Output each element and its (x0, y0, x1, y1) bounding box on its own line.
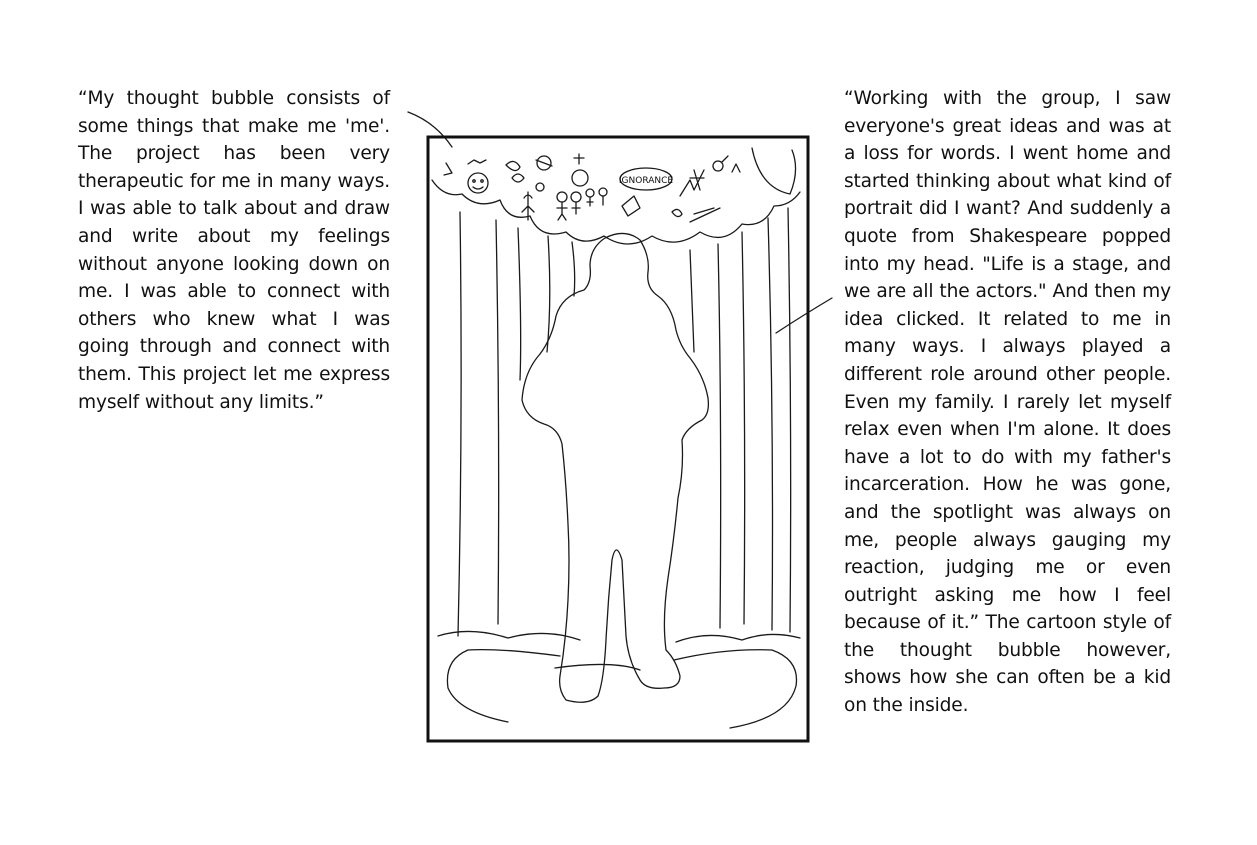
right-quote: “Working with the group, I saw everyone's great ideas and was at a loss for words. I went home and started thinking about what kind of portrait did I want? And suddenly a quote from Shakespeare popped into my head. "Life is a stage, and we are all the actors." And then my idea clicked. It related to me in many ways. I always played a different role around other people. Even my family. I rarely let myself relax even when I'm alone. It does have a lot to do with my father's incarceration. How he was gone, and the spotlight was always on me, people always gauging my reaction, judging me or even outright asking me how I feel because of it.” The cartoon style of the thought bubble however, shows how she can often be a kid on the inside. (844, 88, 1171, 717)
bubble-doodles (444, 154, 740, 222)
left-pointer-line (408, 112, 452, 147)
curtain (438, 208, 800, 642)
ignorance-doodle-label: IGNORANCE (618, 176, 674, 186)
stage-right (674, 650, 797, 728)
right-pointer-line (776, 298, 832, 333)
left-quote: “My thought bubble consists of some things that make me 'me'. The project has been very therapeutic for me in many ways. I was able to talk about and draw and write about my feelings without anyone looking down on me. I was able to connect with others who knew what I was going through and connect with them. This project let me express myself without any limits.” (78, 88, 390, 413)
stage-left (447, 650, 560, 722)
